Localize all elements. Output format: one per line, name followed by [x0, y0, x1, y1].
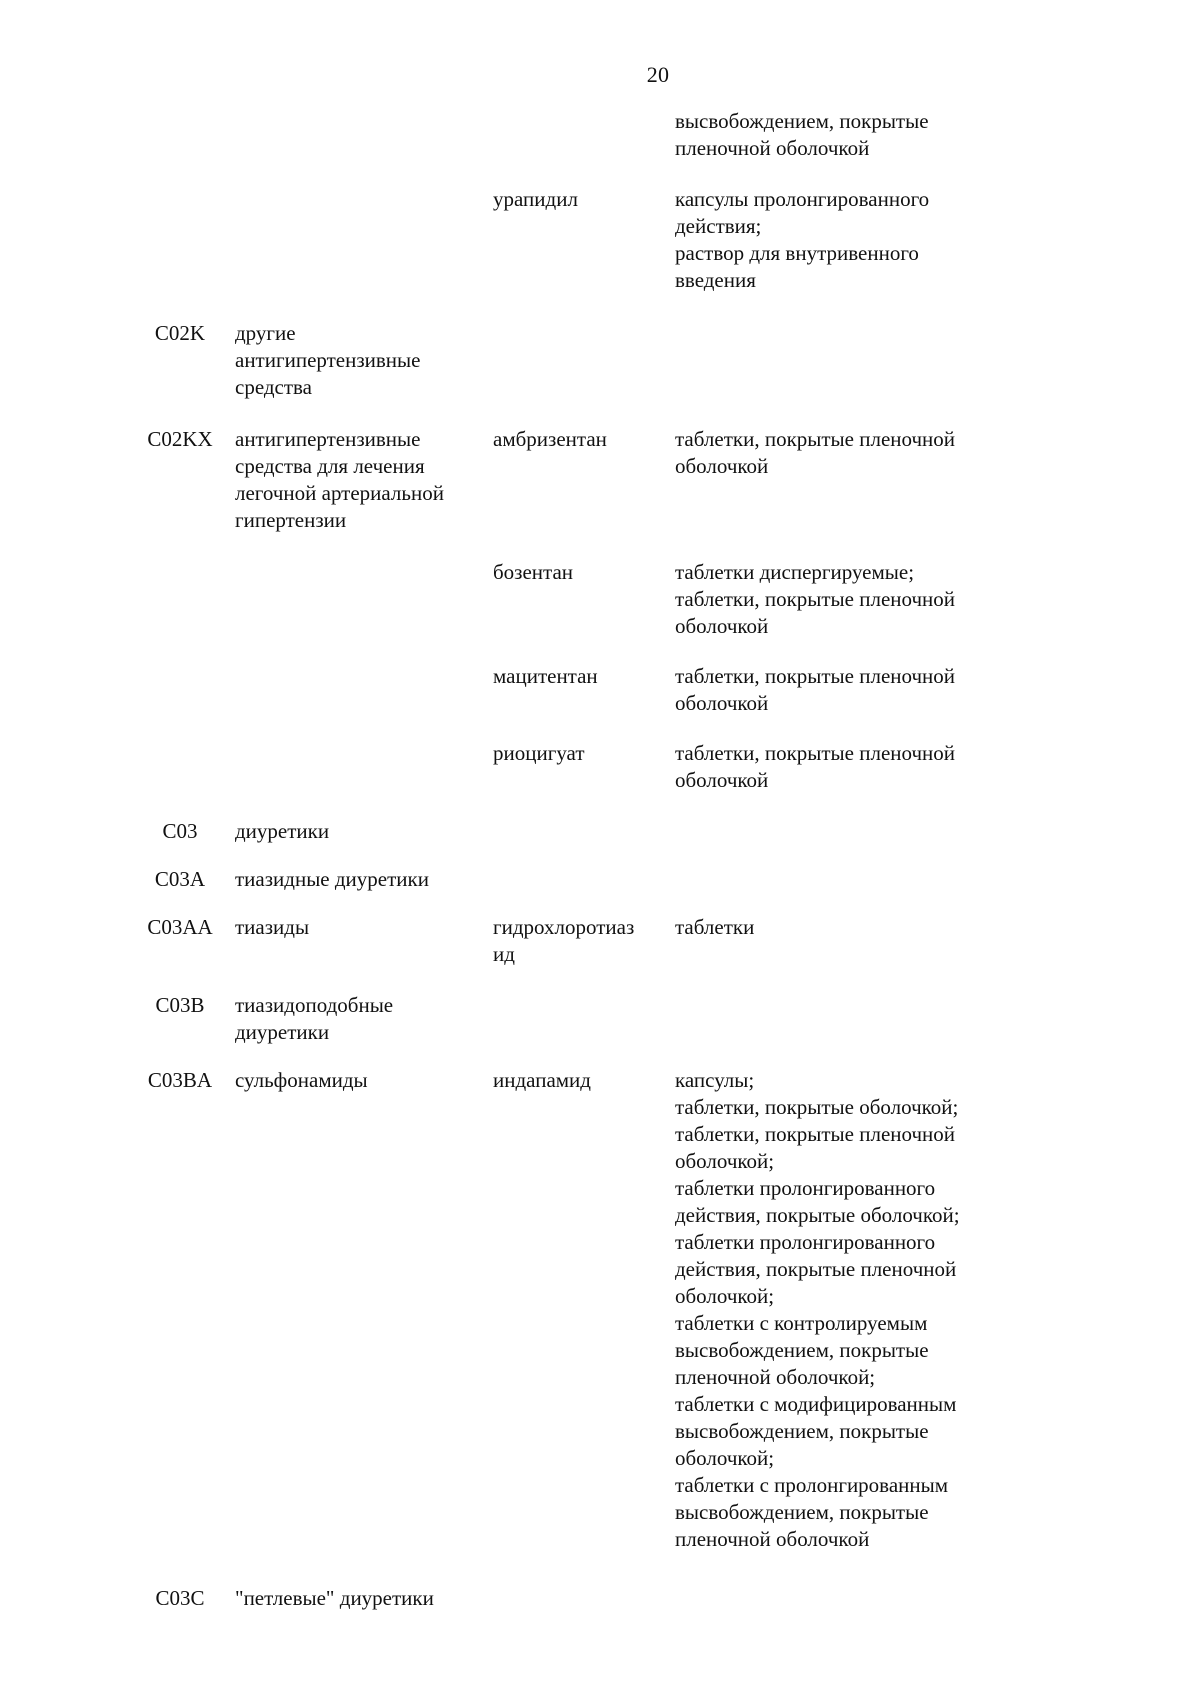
atc-code: C03 [162, 819, 198, 843]
dosage-forms: таблетки, покрытые пленочной оболочкой [675, 741, 956, 792]
atc-code: C03BA [147, 1068, 213, 1092]
dosage-forms: таблетки, покрытые пленочной оболочкой [675, 664, 956, 715]
inn-name: амбризентан [493, 427, 607, 451]
atc-group-name: другие антигипертензивные средства [235, 321, 421, 399]
atc-group-name: "петлевые" диуретики [235, 1586, 434, 1610]
atc-group-name: тиазидоподобные диуретики [235, 993, 394, 1044]
dosage-forms: таблетки, покрытые пленочной оболочкой [675, 427, 956, 478]
inn-name: индапамид [493, 1068, 591, 1092]
atc-code: C03A [154, 867, 206, 891]
atc-code: C03C [155, 1586, 205, 1610]
inn-name: мацитентан [493, 664, 598, 688]
dosage-forms: капсулы пролонгированного действия; раствор для внутривенного введения [675, 187, 930, 292]
inn-name: риоцигуат [493, 741, 585, 765]
dosage-forms: высвобождением, покрытые пленочной оболочкой [675, 109, 929, 160]
page-number: 20 [646, 62, 670, 87]
dosage-forms: таблетки [675, 915, 755, 939]
inn-name: урапидил [493, 187, 578, 211]
atc-group-name: сульфонамиды [235, 1068, 368, 1092]
atc-group-name: диуретики [235, 819, 330, 843]
inn-name: бозентан [493, 560, 574, 584]
dosage-forms: капсулы; таблетки, покрытые оболочкой; таблетки, покрытые пленочной оболочкой; таблетки пролонгированного действия, покрытые оболочкой; таблетки пролонгированного действия, покрытые пленочной оболочкой; таблетки с контролируемым высвобождением, покрытые пленочной оболочкой; таблетки с модифицированным высвобождением, покрытые оболочкой; таблетки с пролонгированным высвобождением, покрытые пленочной оболочкой [675, 1068, 960, 1551]
inn-name: гидрохлоротиаз ид [493, 915, 635, 966]
atc-group-name: антигипертензивные средства для лечения легочной артериальной гипертензии [235, 427, 444, 532]
atc-code: C02K [154, 321, 206, 345]
atc-code: C02KX [147, 427, 213, 451]
atc-code: C03B [155, 993, 205, 1017]
dosage-forms: таблетки диспергируемые; таблетки, покрытые пленочной оболочкой [675, 560, 956, 638]
atc-group-name: тиазидные диуретики [235, 867, 429, 891]
atc-group-name: тиазиды [235, 915, 310, 939]
atc-code: C03AA [147, 915, 213, 939]
